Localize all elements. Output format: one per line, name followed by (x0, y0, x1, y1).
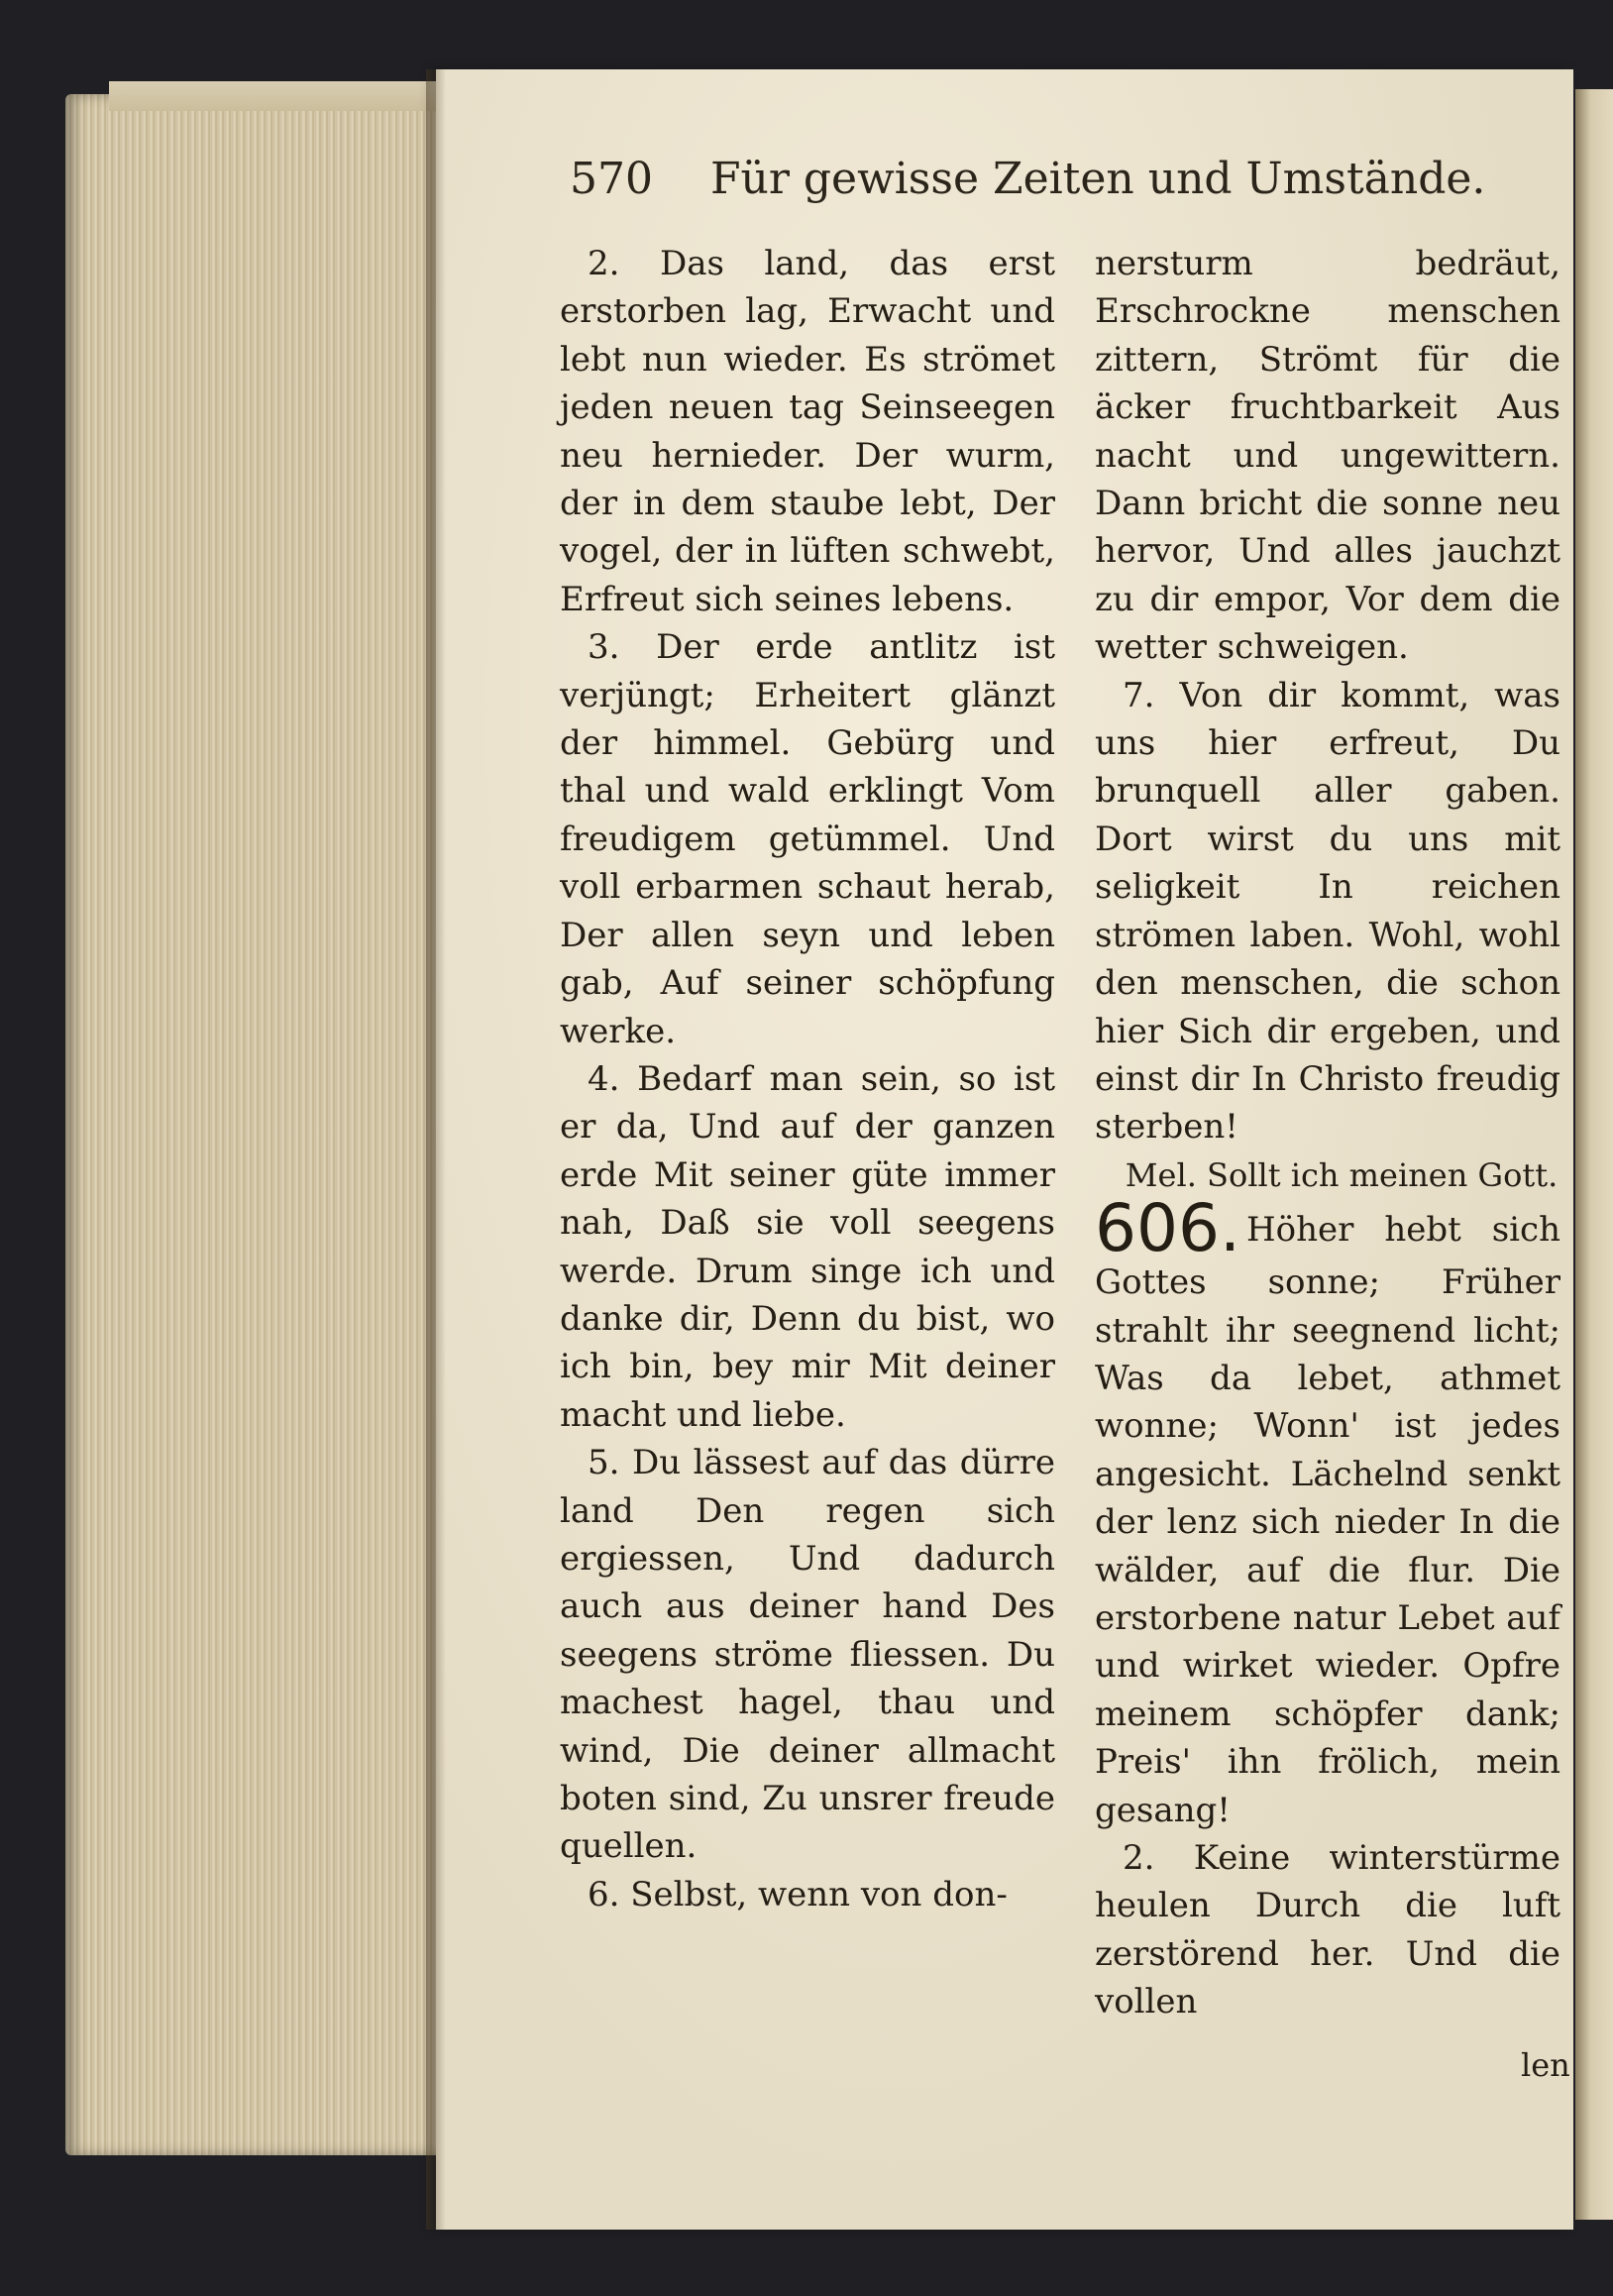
page-header (570, 154, 1486, 213)
hymn-606-verse-1 (1095, 1190, 1560, 1834)
verse-6-continued: nersturm bedräut, Erschrockne menschen zittern, Strömt für die äcker fruchtbarkeit Aus nacht und ungewittern. Dann bricht die sonne neu hervor, Und alles jauchzt zu dir empor, Vor dem die wetter schweigen. (1095, 244, 1560, 668)
verse-3: 3. Der erde antlitz ist verjüngt; Erheitert glänzt der himmel. Gebürg und thal und wald erklingt Vom freudigem getümmel. Und voll erbarmen schaut herab, Der allen seyn und leben gab, Auf seiner schöpfung werke. (560, 627, 1055, 1051)
verse-2: 2. Das land, das erst erstorben lag, Erwacht und lebt nun wieder. Es strömet jeden neuen tag Seinseegen neu hernieder. Der wurm, der in dem staube lebt, Der vogel, der in lüften schwebt, Erfreut sich seines lebens. (560, 244, 1055, 619)
page-stack-top (109, 81, 446, 111)
verse-4: 4. Bedarf man sein, so ist er da, Und auf der ganzen erde Mit seiner güte immer nah, Daß sie voll seegens werde. Drum singe ich und danke dir, Denn du bist, wo ich bin, bey mir Mit deiner macht und liebe. (560, 1058, 1055, 1435)
melody-line: Mel. Sollt ich meinen Gott. (1125, 1155, 1559, 1194)
hymn-606-verse-2: 2. Keine winterstürme heulen Durch die luft zerstörend her. Und die vollen (1095, 1838, 1560, 2023)
page-stack-edge (65, 94, 442, 2155)
catchword: len (1521, 2046, 1570, 2084)
hymn-number: 606. (1095, 1190, 1240, 1267)
page-number: 570 (570, 154, 653, 204)
verse-5: 5. Du lässest auf das dürre land Den regen sich ergiessen, Und dadurch auch aus deiner hand Des seegens ströme fliessen. Du machest hagel, thau und wind, Die deiner allmacht boten sind, Zu unsrer freude quellen. (560, 1443, 1055, 1867)
verse-7: 7. Von dir kommt, was uns hier erfreut, Du brunquell aller gaben. Dort wirst du uns mit seligkeit In reichen strömen laben. Wohl, wohl den menschen, die schon hier Sich dir ergeben, und einst dir In Christo freudig sterben! (1095, 675, 1560, 1148)
verse-6: 6. Selbst, wenn von don- (588, 1874, 1008, 1914)
page-gutter (426, 69, 446, 2230)
left-column (560, 240, 1055, 1918)
facing-page-edge (1575, 89, 1613, 2220)
hymn-606-verse-1-text: Höher hebt sich Gottes sonne; Früher strahlt ihr seegnend licht; Was da lebet, athmet wonne; Wonn' ist jedes angesicht. Lächelnd senkt der lenz sich nieder In die wälder, auf die flur. Die erstorbene natur Lebet auf und wirket wieder. Opfre meinem schöpfer dank; Preis' ihn frölich, mein gesang! (1095, 1210, 1560, 1830)
right-column (1095, 240, 1560, 2026)
running-title: Für gewisse Zeiten und Umstände. (709, 154, 1486, 204)
